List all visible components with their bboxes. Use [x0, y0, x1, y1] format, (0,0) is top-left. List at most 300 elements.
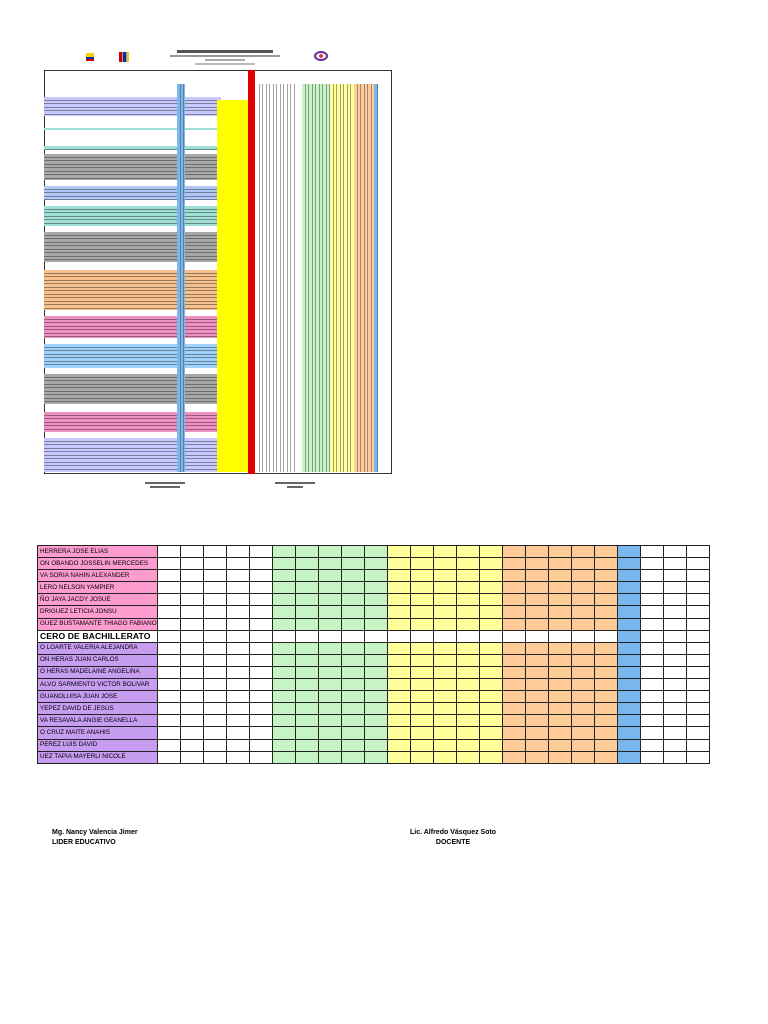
grade-cell[interactable] [433, 582, 456, 594]
grade-cell[interactable] [180, 582, 203, 594]
grade-cell[interactable] [502, 570, 525, 582]
grade-cell[interactable] [640, 558, 663, 570]
grade-cell[interactable] [226, 654, 249, 666]
grade-cell[interactable] [387, 606, 410, 618]
grade-cell[interactable] [548, 679, 571, 691]
grade-cell[interactable] [410, 691, 433, 703]
grade-cell[interactable] [341, 630, 364, 642]
grade-cell[interactable] [663, 715, 686, 727]
grade-cell[interactable] [617, 546, 640, 558]
grade-cell[interactable] [525, 715, 548, 727]
grade-cell[interactable] [249, 715, 272, 727]
grade-cell[interactable] [341, 666, 364, 678]
grade-cell[interactable] [640, 642, 663, 654]
grade-cell[interactable] [479, 679, 502, 691]
grade-cell[interactable] [663, 594, 686, 606]
grade-cell[interactable] [663, 570, 686, 582]
grade-cell[interactable] [295, 558, 318, 570]
grade-cell[interactable] [571, 727, 594, 739]
grade-cell[interactable] [479, 558, 502, 570]
grade-cell[interactable] [594, 727, 617, 739]
grade-cell[interactable] [272, 679, 295, 691]
grade-cell[interactable] [203, 594, 226, 606]
grade-cell[interactable] [525, 558, 548, 570]
grade-cell[interactable] [433, 558, 456, 570]
grade-cell[interactable] [571, 630, 594, 642]
grade-cell[interactable] [295, 618, 318, 630]
grade-cell[interactable] [157, 751, 180, 763]
grade-cell[interactable] [410, 666, 433, 678]
grade-cell[interactable] [387, 739, 410, 751]
grade-cell[interactable] [617, 594, 640, 606]
grade-cell[interactable] [226, 703, 249, 715]
grade-cell[interactable] [502, 703, 525, 715]
grade-cell[interactable] [180, 751, 203, 763]
grade-cell[interactable] [295, 582, 318, 594]
grade-cell[interactable] [364, 606, 387, 618]
grade-cell[interactable] [180, 654, 203, 666]
grade-cell[interactable] [410, 594, 433, 606]
grade-cell[interactable] [318, 594, 341, 606]
grade-cell[interactable] [456, 739, 479, 751]
grade-cell[interactable] [525, 739, 548, 751]
grade-cell[interactable] [387, 558, 410, 570]
grade-cell[interactable] [479, 594, 502, 606]
grade-cell[interactable] [364, 715, 387, 727]
grade-cell[interactable] [410, 739, 433, 751]
grade-cell[interactable] [456, 691, 479, 703]
grade-cell[interactable] [479, 654, 502, 666]
grade-cell[interactable] [318, 727, 341, 739]
grade-cell[interactable] [272, 582, 295, 594]
grade-cell[interactable] [387, 727, 410, 739]
grade-cell[interactable] [203, 727, 226, 739]
grade-cell[interactable] [272, 594, 295, 606]
grade-cell[interactable] [525, 642, 548, 654]
grade-cell[interactable] [686, 654, 709, 666]
grade-cell[interactable] [387, 642, 410, 654]
grade-cell[interactable] [502, 594, 525, 606]
grade-cell[interactable] [433, 715, 456, 727]
grade-cell[interactable] [640, 727, 663, 739]
grade-cell[interactable] [433, 703, 456, 715]
grade-cell[interactable] [663, 751, 686, 763]
grade-cell[interactable] [571, 715, 594, 727]
grade-cell[interactable] [157, 546, 180, 558]
grade-cell[interactable] [157, 666, 180, 678]
grade-cell[interactable] [502, 558, 525, 570]
grade-cell[interactable] [525, 727, 548, 739]
grade-cell[interactable] [456, 618, 479, 630]
grade-cell[interactable] [249, 594, 272, 606]
grade-cell[interactable] [640, 606, 663, 618]
grade-cell[interactable] [157, 558, 180, 570]
grade-cell[interactable] [640, 582, 663, 594]
grade-cell[interactable] [663, 582, 686, 594]
grade-cell[interactable] [502, 715, 525, 727]
grade-cell[interactable] [663, 666, 686, 678]
grade-cell[interactable] [456, 582, 479, 594]
grade-cell[interactable] [686, 606, 709, 618]
grade-cell[interactable] [180, 630, 203, 642]
grade-cell[interactable] [617, 703, 640, 715]
grade-cell[interactable] [433, 618, 456, 630]
grade-cell[interactable] [226, 618, 249, 630]
grade-cell[interactable] [180, 666, 203, 678]
grade-cell[interactable] [502, 666, 525, 678]
grade-cell[interactable] [387, 679, 410, 691]
grade-cell[interactable] [571, 582, 594, 594]
grade-cell[interactable] [410, 618, 433, 630]
grade-cell[interactable] [502, 546, 525, 558]
grade-cell[interactable] [456, 727, 479, 739]
grade-cell[interactable] [203, 570, 226, 582]
grade-cell[interactable] [456, 751, 479, 763]
grade-cell[interactable] [341, 751, 364, 763]
grade-cell[interactable] [272, 618, 295, 630]
grade-cell[interactable] [548, 606, 571, 618]
grade-cell[interactable] [548, 630, 571, 642]
grade-cell[interactable] [433, 594, 456, 606]
grade-cell[interactable] [226, 570, 249, 582]
grade-cell[interactable] [341, 594, 364, 606]
grade-cell[interactable] [571, 654, 594, 666]
grade-cell[interactable] [295, 546, 318, 558]
grade-cell[interactable] [433, 691, 456, 703]
grade-cell[interactable] [640, 679, 663, 691]
grade-cell[interactable] [433, 679, 456, 691]
grade-cell[interactable] [387, 570, 410, 582]
grade-cell[interactable] [203, 582, 226, 594]
grade-cell[interactable] [525, 630, 548, 642]
grade-cell[interactable] [295, 751, 318, 763]
grade-cell[interactable] [525, 546, 548, 558]
grade-cell[interactable] [617, 739, 640, 751]
grade-cell[interactable] [226, 582, 249, 594]
grade-cell[interactable] [387, 703, 410, 715]
grade-cell[interactable] [180, 594, 203, 606]
grade-cell[interactable] [433, 654, 456, 666]
grade-cell[interactable] [594, 739, 617, 751]
grade-cell[interactable] [295, 739, 318, 751]
grade-cell[interactable] [157, 594, 180, 606]
grade-cell[interactable] [594, 618, 617, 630]
grade-cell[interactable] [318, 666, 341, 678]
grade-cell[interactable] [640, 703, 663, 715]
grade-cell[interactable] [295, 715, 318, 727]
grade-cell[interactable] [617, 715, 640, 727]
grade-cell[interactable] [640, 618, 663, 630]
grade-cell[interactable] [387, 618, 410, 630]
grade-cell[interactable] [180, 606, 203, 618]
grade-cell[interactable] [502, 606, 525, 618]
grade-cell[interactable] [594, 642, 617, 654]
grade-cell[interactable] [272, 570, 295, 582]
grade-cell[interactable] [479, 739, 502, 751]
grade-cell[interactable] [387, 546, 410, 558]
grade-cell[interactable] [548, 703, 571, 715]
grade-cell[interactable] [318, 654, 341, 666]
grade-cell[interactable] [318, 558, 341, 570]
grade-cell[interactable] [410, 703, 433, 715]
grade-cell[interactable] [456, 630, 479, 642]
grade-cell[interactable] [456, 558, 479, 570]
grade-cell[interactable] [341, 618, 364, 630]
grade-cell[interactable] [548, 594, 571, 606]
grade-cell[interactable] [594, 570, 617, 582]
grade-cell[interactable] [617, 558, 640, 570]
grade-cell[interactable] [663, 679, 686, 691]
grade-cell[interactable] [617, 570, 640, 582]
grade-cell[interactable] [226, 546, 249, 558]
grade-cell[interactable] [479, 691, 502, 703]
grade-cell[interactable] [686, 630, 709, 642]
grade-cell[interactable] [180, 739, 203, 751]
grade-cell[interactable] [410, 630, 433, 642]
grade-cell[interactable] [548, 666, 571, 678]
grade-cell[interactable] [594, 594, 617, 606]
grade-cell[interactable] [433, 727, 456, 739]
grade-cell[interactable] [571, 642, 594, 654]
grade-cell[interactable] [249, 654, 272, 666]
grade-cell[interactable] [479, 570, 502, 582]
grade-cell[interactable] [548, 739, 571, 751]
grade-cell[interactable] [203, 679, 226, 691]
grade-cell[interactable] [456, 679, 479, 691]
grade-cell[interactable] [594, 691, 617, 703]
grade-cell[interactable] [180, 546, 203, 558]
grade-cell[interactable] [295, 594, 318, 606]
grade-cell[interactable] [571, 679, 594, 691]
grade-cell[interactable] [525, 666, 548, 678]
grade-cell[interactable] [686, 642, 709, 654]
grade-cell[interactable] [364, 618, 387, 630]
grade-cell[interactable] [479, 751, 502, 763]
grade-cell[interactable] [410, 727, 433, 739]
grade-cell[interactable] [180, 727, 203, 739]
grade-cell[interactable] [272, 703, 295, 715]
grade-cell[interactable] [318, 582, 341, 594]
grade-cell[interactable] [571, 606, 594, 618]
grade-cell[interactable] [157, 654, 180, 666]
grade-cell[interactable] [525, 618, 548, 630]
grade-cell[interactable] [249, 546, 272, 558]
grade-cell[interactable] [203, 642, 226, 654]
grade-cell[interactable] [203, 751, 226, 763]
grade-cell[interactable] [410, 642, 433, 654]
grade-cell[interactable] [594, 582, 617, 594]
grade-cell[interactable] [387, 594, 410, 606]
grade-cell[interactable] [318, 570, 341, 582]
grade-cell[interactable] [272, 606, 295, 618]
grade-cell[interactable] [686, 618, 709, 630]
grade-cell[interactable] [180, 558, 203, 570]
grade-cell[interactable] [249, 618, 272, 630]
grade-cell[interactable] [318, 691, 341, 703]
grade-cell[interactable] [157, 691, 180, 703]
grade-cell[interactable] [525, 679, 548, 691]
grade-cell[interactable] [594, 630, 617, 642]
grade-cell[interactable] [617, 582, 640, 594]
grade-cell[interactable] [640, 666, 663, 678]
grade-cell[interactable] [203, 715, 226, 727]
grade-cell[interactable] [456, 715, 479, 727]
grade-cell[interactable] [594, 679, 617, 691]
grade-cell[interactable] [456, 642, 479, 654]
grade-cell[interactable] [663, 739, 686, 751]
grade-cell[interactable] [548, 582, 571, 594]
grade-cell[interactable] [272, 630, 295, 642]
grade-cell[interactable] [341, 642, 364, 654]
grade-cell[interactable] [226, 594, 249, 606]
grade-cell[interactable] [640, 739, 663, 751]
grade-cell[interactable] [226, 691, 249, 703]
grade-cell[interactable] [341, 582, 364, 594]
grade-cell[interactable] [341, 558, 364, 570]
grade-cell[interactable] [341, 727, 364, 739]
grade-cell[interactable] [341, 654, 364, 666]
grade-cell[interactable] [617, 691, 640, 703]
grade-cell[interactable] [663, 654, 686, 666]
grade-cell[interactable] [686, 691, 709, 703]
grade-cell[interactable] [525, 654, 548, 666]
grade-cell[interactable] [249, 739, 272, 751]
grade-cell[interactable] [617, 727, 640, 739]
grade-cell[interactable] [640, 630, 663, 642]
grade-cell[interactable] [686, 727, 709, 739]
grade-cell[interactable] [272, 691, 295, 703]
grade-cell[interactable] [456, 703, 479, 715]
grade-cell[interactable] [548, 715, 571, 727]
grade-cell[interactable] [272, 666, 295, 678]
grade-cell[interactable] [387, 715, 410, 727]
grade-cell[interactable] [295, 570, 318, 582]
grade-cell[interactable] [617, 679, 640, 691]
grade-cell[interactable] [571, 751, 594, 763]
grade-cell[interactable] [502, 751, 525, 763]
grade-cell[interactable] [226, 630, 249, 642]
grade-cell[interactable] [410, 558, 433, 570]
grade-cell[interactable] [364, 642, 387, 654]
grade-cell[interactable] [318, 751, 341, 763]
grade-cell[interactable] [295, 703, 318, 715]
grade-cell[interactable] [226, 715, 249, 727]
grade-cell[interactable] [341, 691, 364, 703]
grade-cell[interactable] [594, 558, 617, 570]
grade-cell[interactable] [686, 679, 709, 691]
grade-cell[interactable] [364, 727, 387, 739]
grade-cell[interactable] [272, 654, 295, 666]
grade-cell[interactable] [387, 630, 410, 642]
grade-cell[interactable] [318, 618, 341, 630]
grade-cell[interactable] [203, 630, 226, 642]
grade-cell[interactable] [571, 739, 594, 751]
grade-cell[interactable] [249, 630, 272, 642]
grade-cell[interactable] [502, 618, 525, 630]
grade-cell[interactable] [272, 727, 295, 739]
grade-cell[interactable] [617, 618, 640, 630]
grade-cell[interactable] [249, 691, 272, 703]
grade-cell[interactable] [226, 558, 249, 570]
grade-cell[interactable] [226, 739, 249, 751]
grade-cell[interactable] [180, 703, 203, 715]
grade-cell[interactable] [433, 606, 456, 618]
grade-cell[interactable] [640, 546, 663, 558]
grade-cell[interactable] [249, 570, 272, 582]
grade-cell[interactable] [364, 666, 387, 678]
grade-cell[interactable] [249, 558, 272, 570]
grade-cell[interactable] [226, 642, 249, 654]
grade-cell[interactable] [456, 546, 479, 558]
grade-cell[interactable] [686, 703, 709, 715]
grade-cell[interactable] [663, 703, 686, 715]
grade-cell[interactable] [640, 715, 663, 727]
grade-cell[interactable] [640, 691, 663, 703]
grade-cell[interactable] [433, 546, 456, 558]
grade-cell[interactable] [433, 739, 456, 751]
grade-cell[interactable] [226, 606, 249, 618]
grade-cell[interactable] [617, 642, 640, 654]
grade-cell[interactable] [318, 703, 341, 715]
grade-cell[interactable] [617, 630, 640, 642]
grade-cell[interactable] [364, 739, 387, 751]
grade-cell[interactable] [341, 679, 364, 691]
grade-cell[interactable] [479, 618, 502, 630]
grade-cell[interactable] [318, 606, 341, 618]
grade-cell[interactable] [272, 642, 295, 654]
grade-cell[interactable] [410, 582, 433, 594]
grade-cell[interactable] [341, 715, 364, 727]
grade-cell[interactable] [525, 691, 548, 703]
grade-cell[interactable] [203, 691, 226, 703]
grade-cell[interactable] [479, 642, 502, 654]
grade-cell[interactable] [272, 558, 295, 570]
grade-cell[interactable] [226, 679, 249, 691]
grade-cell[interactable] [364, 546, 387, 558]
grade-cell[interactable] [364, 558, 387, 570]
grade-cell[interactable] [180, 618, 203, 630]
grade-cell[interactable] [594, 654, 617, 666]
grade-cell[interactable] [479, 703, 502, 715]
grade-cell[interactable] [479, 727, 502, 739]
grade-cell[interactable] [548, 558, 571, 570]
grade-cell[interactable] [456, 594, 479, 606]
grade-cell[interactable] [295, 666, 318, 678]
grade-cell[interactable] [387, 582, 410, 594]
grade-cell[interactable] [318, 630, 341, 642]
grade-cell[interactable] [341, 546, 364, 558]
grade-cell[interactable] [203, 606, 226, 618]
grade-cell[interactable] [594, 546, 617, 558]
grade-cell[interactable] [525, 582, 548, 594]
grade-cell[interactable] [410, 715, 433, 727]
grade-cell[interactable] [548, 751, 571, 763]
grade-cell[interactable] [525, 703, 548, 715]
grade-cell[interactable] [157, 582, 180, 594]
grade-cell[interactable] [364, 570, 387, 582]
grade-cell[interactable] [502, 727, 525, 739]
grade-cell[interactable] [410, 654, 433, 666]
grade-cell[interactable] [364, 654, 387, 666]
grade-cell[interactable] [180, 691, 203, 703]
grade-cell[interactable] [479, 666, 502, 678]
grade-cell[interactable] [502, 679, 525, 691]
grade-cell[interactable] [571, 666, 594, 678]
grade-cell[interactable] [318, 739, 341, 751]
grade-cell[interactable] [203, 546, 226, 558]
grade-cell[interactable] [571, 703, 594, 715]
grade-cell[interactable] [272, 546, 295, 558]
